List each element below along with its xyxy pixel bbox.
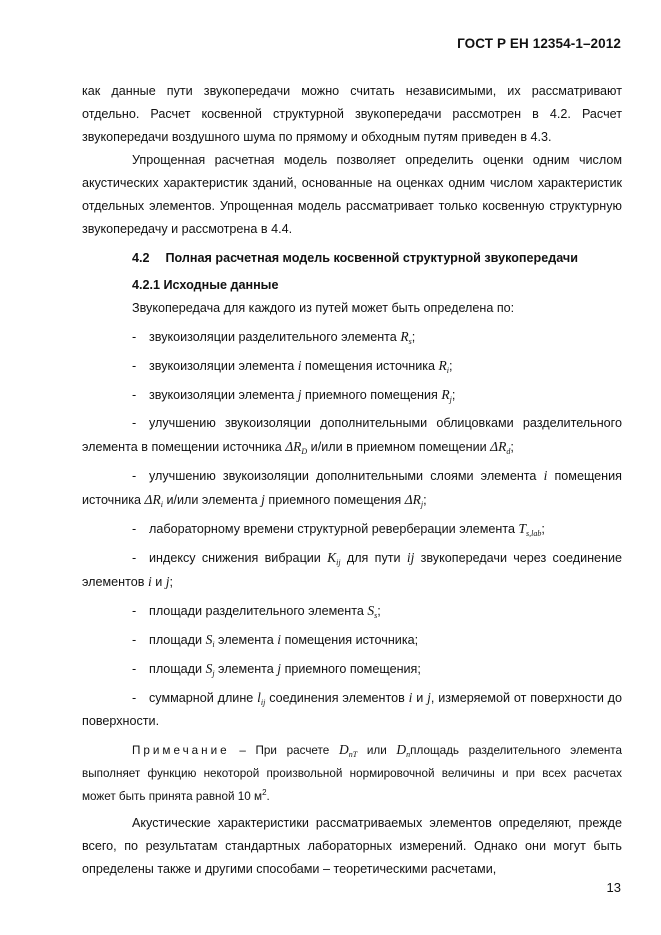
- math-symbol: $R_i$: [438, 358, 450, 375]
- list-item: - звукоизоляции элемента j приемного помещения $R_j$;: [82, 383, 622, 407]
- list-bullet: -: [132, 469, 137, 483]
- page-number: 13: [606, 880, 621, 895]
- math-symbol: $D_n$: [396, 742, 411, 759]
- math-symbol: $l_{ij}$: [257, 690, 266, 707]
- section-number: 4.2: [132, 251, 150, 265]
- list-bullet: -: [132, 330, 137, 344]
- math-symbol: $K_{ij}$: [327, 550, 341, 567]
- list-item: - звукоизоляции элемента i помещения источника $R_i$;: [82, 354, 622, 378]
- math-symbol: $\Delta R_d$: [490, 439, 511, 456]
- note-paragraph: Примечание – При расчете $D_{nT}$ или $D_nплощадь$ разделительного элемента выполняет функцию некоторой произвольной нормировочной величины и при всех расчетах может быть принята равной 10 $м^2$.: [82, 742, 623, 803]
- list-item: - площади $S_i$ элемента i помещения источника;: [82, 628, 622, 652]
- list-bullet: -: [132, 633, 137, 647]
- list-bullet: -: [132, 604, 137, 618]
- list-bullet: -: [132, 522, 137, 536]
- document-header: ГОСТ Р ЕН 12354-1–2012: [457, 36, 621, 51]
- list-item: - звукоизоляции разделительного элемента $R_s$;: [82, 325, 622, 349]
- math-symbol: $\Delta R_i$: [144, 492, 163, 509]
- math-symbol: $S_s$: [367, 603, 378, 620]
- math-symbol: $\Delta R_j$: [404, 492, 424, 509]
- list-bullet: -: [132, 662, 137, 676]
- list-item: - индексу снижения вибрации $K_{ij}$ для пути ij звукопередачи через соединение элементов i и j;: [82, 546, 622, 594]
- list-bullet: -: [132, 359, 137, 373]
- list-bullet: -: [132, 416, 137, 430]
- list-item: - улучшению звукоизоляции дополнительными слоями элемента i помещения источника $\Delta R_i$ и/или элемента j приемного помещения $\Delta R_j$;: [82, 464, 622, 512]
- math-symbol: $S_j$: [205, 661, 215, 678]
- math-symbol: $D_{nT}$: [338, 742, 358, 759]
- list-item: - улучшению звукоизоляции дополнительными облицовками разделительного элемента в помещении источника $\Delta R_D$ и/или в приемном помещении $\Delta R_d$;: [82, 412, 622, 459]
- list-bullet: -: [132, 388, 137, 402]
- paragraph-continuation: как данные пути звукопередачи можно считать независимыми, их рассматривают отдельно. Расчет косвенной структурной звукопередачи рассмотрен в 4.2. Расчет звукопередачи воздушного шума по прямому и обходным путям приведен в 4.3.: [82, 84, 622, 144]
- list-bullet: -: [132, 691, 137, 705]
- page-body: [82, 80, 622, 881]
- subsection-heading: 4.2.1 Исходные данные: [132, 278, 279, 292]
- paragraph-simplified-model: Упрощенная расчетная модель позволяет определить оценки одним числом акустических характеристик зданий, основанные на оценках одним числом характеристик отдельных элементов. Упрощенная модель рассматривает только косвенную структурную звукопередачу и рассмотрена в 4.4.: [82, 153, 622, 236]
- math-symbol: $R_s$: [400, 329, 412, 346]
- note-label: Примечание: [132, 744, 230, 757]
- math-symbol: $\Delta R_D$: [285, 439, 308, 456]
- math-symbol: $R_j$: [441, 387, 452, 404]
- paragraph-acoustic-characteristics: Акустические характеристики рассматриваемых элементов определяют, прежде всего, по результатам стандартных лабораторных измерений. Однако они могут быть определены также и другими способами – теоретическими расчетами,: [82, 816, 622, 876]
- math-symbol: $T_{s,lab}$: [518, 521, 542, 538]
- list-item: - площади разделительного элемента $S_s$;: [82, 599, 622, 623]
- section-heading: [132, 247, 622, 270]
- math-symbol: $S_i$: [205, 632, 215, 649]
- list-item: - лабораторному времени структурной реверберации элемента $T_{s,lab}$;: [82, 517, 622, 541]
- list-item: - суммарной длине $l_{ij}$ соединения элементов i и j, измеряемой от поверхности до поверхности.: [82, 686, 622, 733]
- list-item: - площади $S_j$ элемента j приемного помещения;: [82, 657, 622, 681]
- list-bullet: -: [132, 551, 137, 565]
- section-title: Полная расчетная модель косвенной структурной звукопередачи: [165, 251, 578, 265]
- intro-text: Звукопередача для каждого из путей может быть определена по:: [132, 301, 515, 315]
